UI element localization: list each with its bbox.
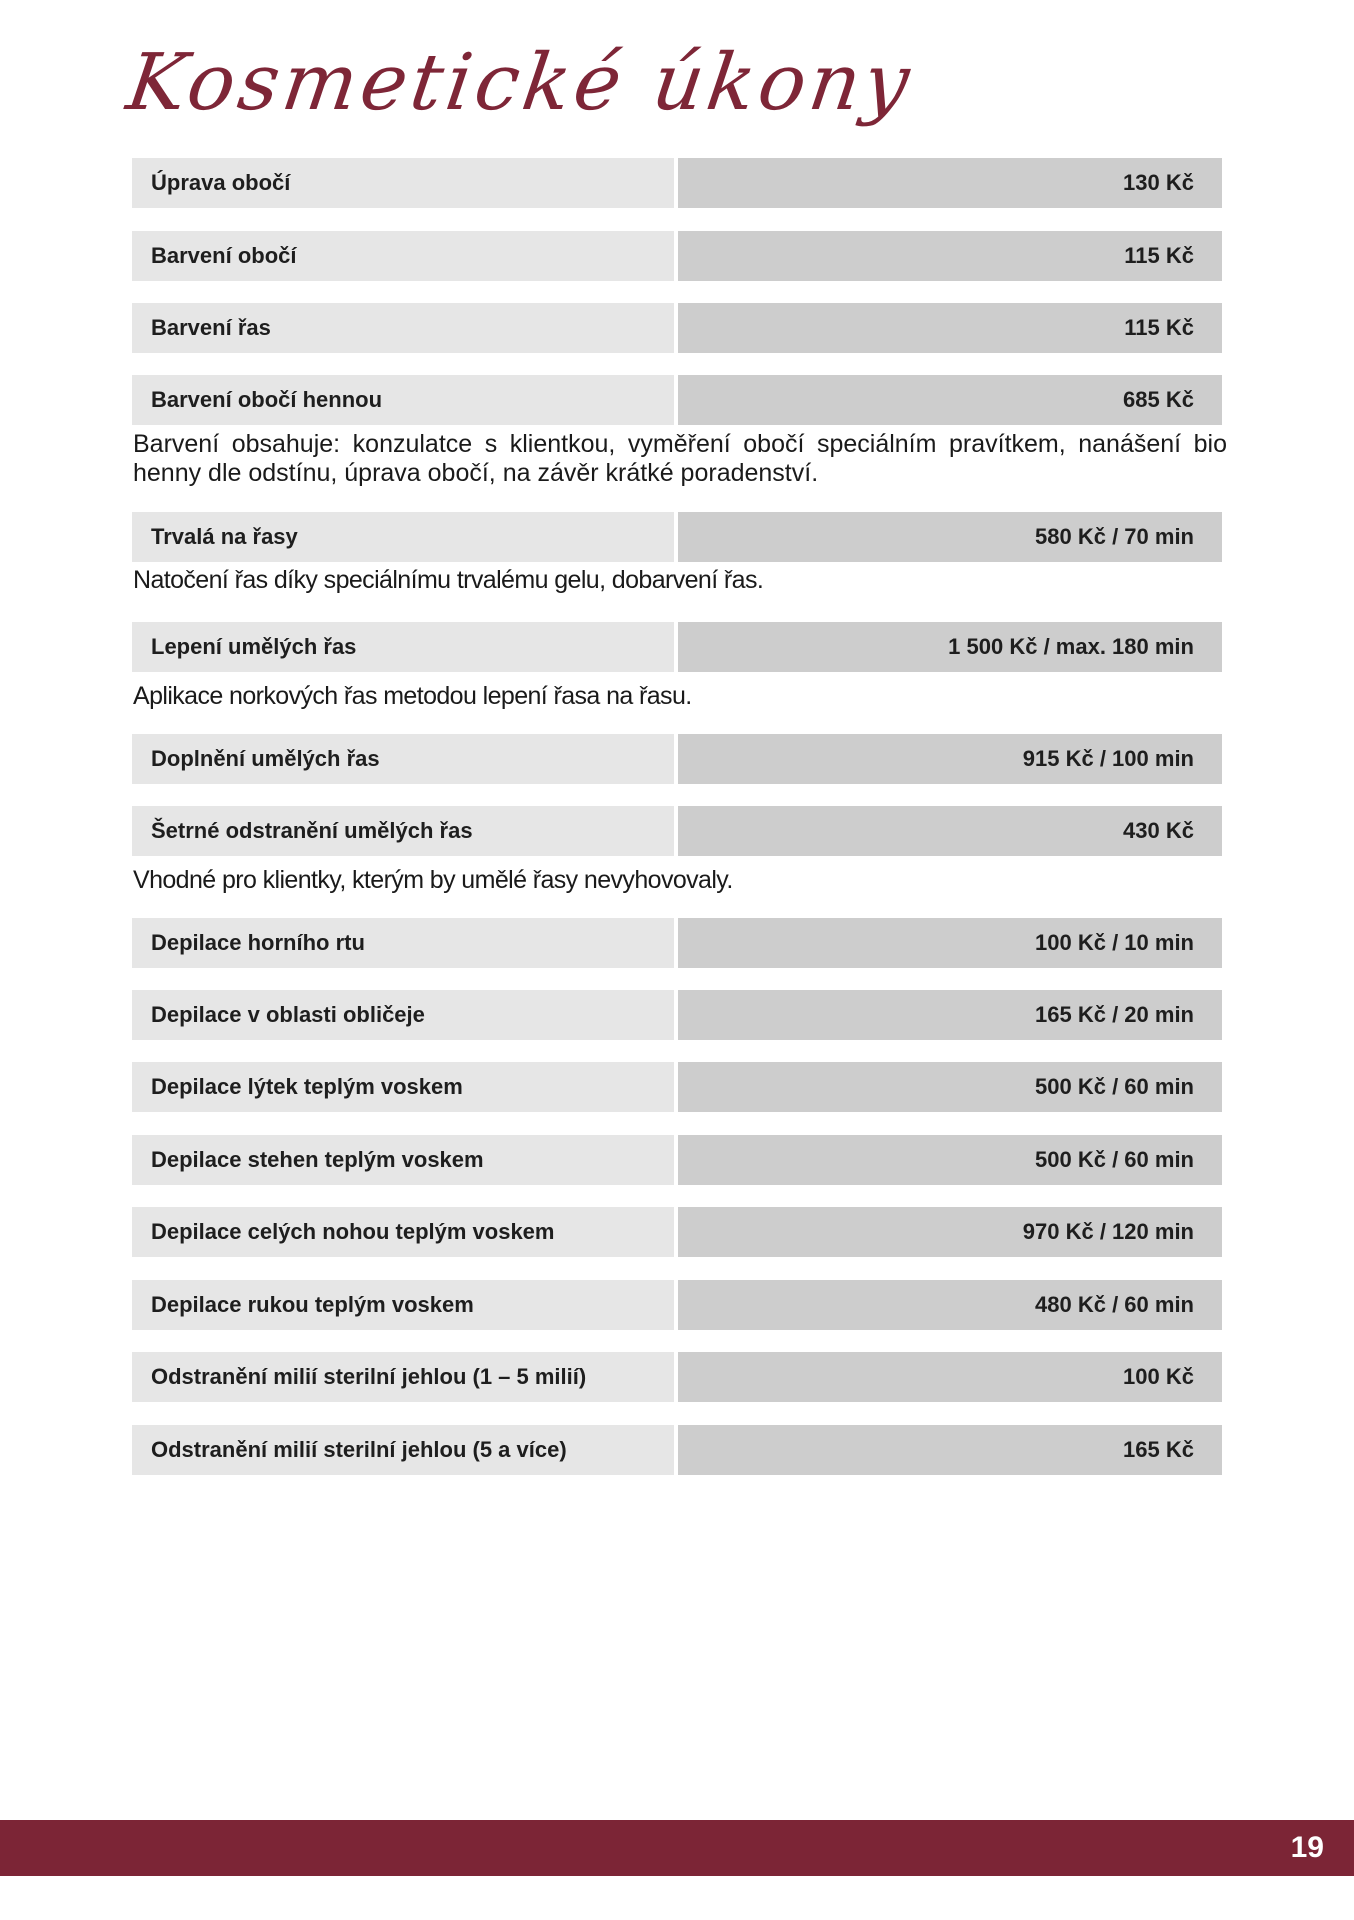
footer-bar: [0, 1820, 1354, 1876]
service-price: 500 Kč / 60 min: [678, 1135, 1222, 1185]
service-row: [132, 1425, 1222, 1475]
service-name: Odstranění milií sterilní jehlou (5 a více): [132, 1425, 674, 1475]
service-name: Depilace v oblasti obličeje: [132, 990, 674, 1040]
service-row: [132, 303, 1222, 353]
service-row: [132, 512, 1222, 562]
service-row: [132, 918, 1222, 968]
service-price: 115 Kč: [678, 303, 1222, 353]
service-name: Barvení obočí: [132, 231, 674, 281]
page-number: 19: [1290, 1831, 1324, 1864]
service-row: [132, 375, 1222, 425]
service-price: 915 Kč / 100 min: [678, 734, 1222, 784]
service-row: [132, 1352, 1222, 1402]
service-row: [132, 1207, 1222, 1257]
service-name: Trvalá na řasy: [132, 512, 674, 562]
service-row: [132, 734, 1222, 784]
service-name: Barvení obočí hennou: [132, 375, 674, 425]
service-name: Depilace horního rtu: [132, 918, 674, 968]
service-price: 480 Kč / 60 min: [678, 1280, 1222, 1330]
service-name: Úprava obočí: [132, 158, 674, 208]
service-price: 580 Kč / 70 min: [678, 512, 1222, 562]
service-description: Aplikace norkových řas metodou lepení řasa na řasu.: [133, 682, 692, 710]
service-row: [132, 158, 1222, 208]
service-row: [132, 1280, 1222, 1330]
service-name: Depilace celých nohou teplým voskem: [132, 1207, 674, 1257]
service-row: [132, 1135, 1222, 1185]
service-name: Depilace stehen teplým voskem: [132, 1135, 674, 1185]
service-name: Doplnění umělých řas: [132, 734, 674, 784]
service-name: Odstranění milií sterilní jehlou (1 – 5 milií): [132, 1352, 674, 1402]
service-row: [132, 622, 1222, 672]
service-row: [132, 231, 1222, 281]
service-price: 165 Kč: [678, 1425, 1222, 1475]
service-description: Barvení obsahuje: konzulatce s klientkou, vyměření obočí speciálním pravítkem, nanášení bio henny dle odstínu, úprava obočí, na závěr krátké poradenství.: [133, 430, 1227, 487]
service-row: [132, 1062, 1222, 1112]
service-price: 100 Kč / 10 min: [678, 918, 1222, 968]
service-name: Šetrné odstranění umělých řas: [132, 806, 674, 856]
service-description: Natočení řas díky speciálnímu trvalému gelu, dobarvení řas.: [133, 566, 764, 594]
service-price: 130 Kč: [678, 158, 1222, 208]
service-price: 970 Kč / 120 min: [678, 1207, 1222, 1257]
service-row: [132, 990, 1222, 1040]
service-price: 430 Kč: [678, 806, 1222, 856]
service-price: 685 Kč: [678, 375, 1222, 425]
service-description: Vhodné pro klientky, kterým by umělé řasy nevyhovovaly.: [133, 866, 733, 894]
service-price: 500 Kč / 60 min: [678, 1062, 1222, 1112]
service-name: Depilace rukou teplým voskem: [132, 1280, 674, 1330]
service-row: [132, 806, 1222, 856]
service-price: 165 Kč / 20 min: [678, 990, 1222, 1040]
service-price: 115 Kč: [678, 231, 1222, 281]
service-name: Lepení umělých řas: [132, 622, 674, 672]
service-price: 100 Kč: [678, 1352, 1222, 1402]
service-name: Depilace lýtek teplým voskem: [132, 1062, 674, 1112]
page-title: Kosmetické úkony: [121, 38, 919, 128]
service-name: Barvení řas: [132, 303, 674, 353]
service-price: 1 500 Kč / max. 180 min: [678, 622, 1222, 672]
